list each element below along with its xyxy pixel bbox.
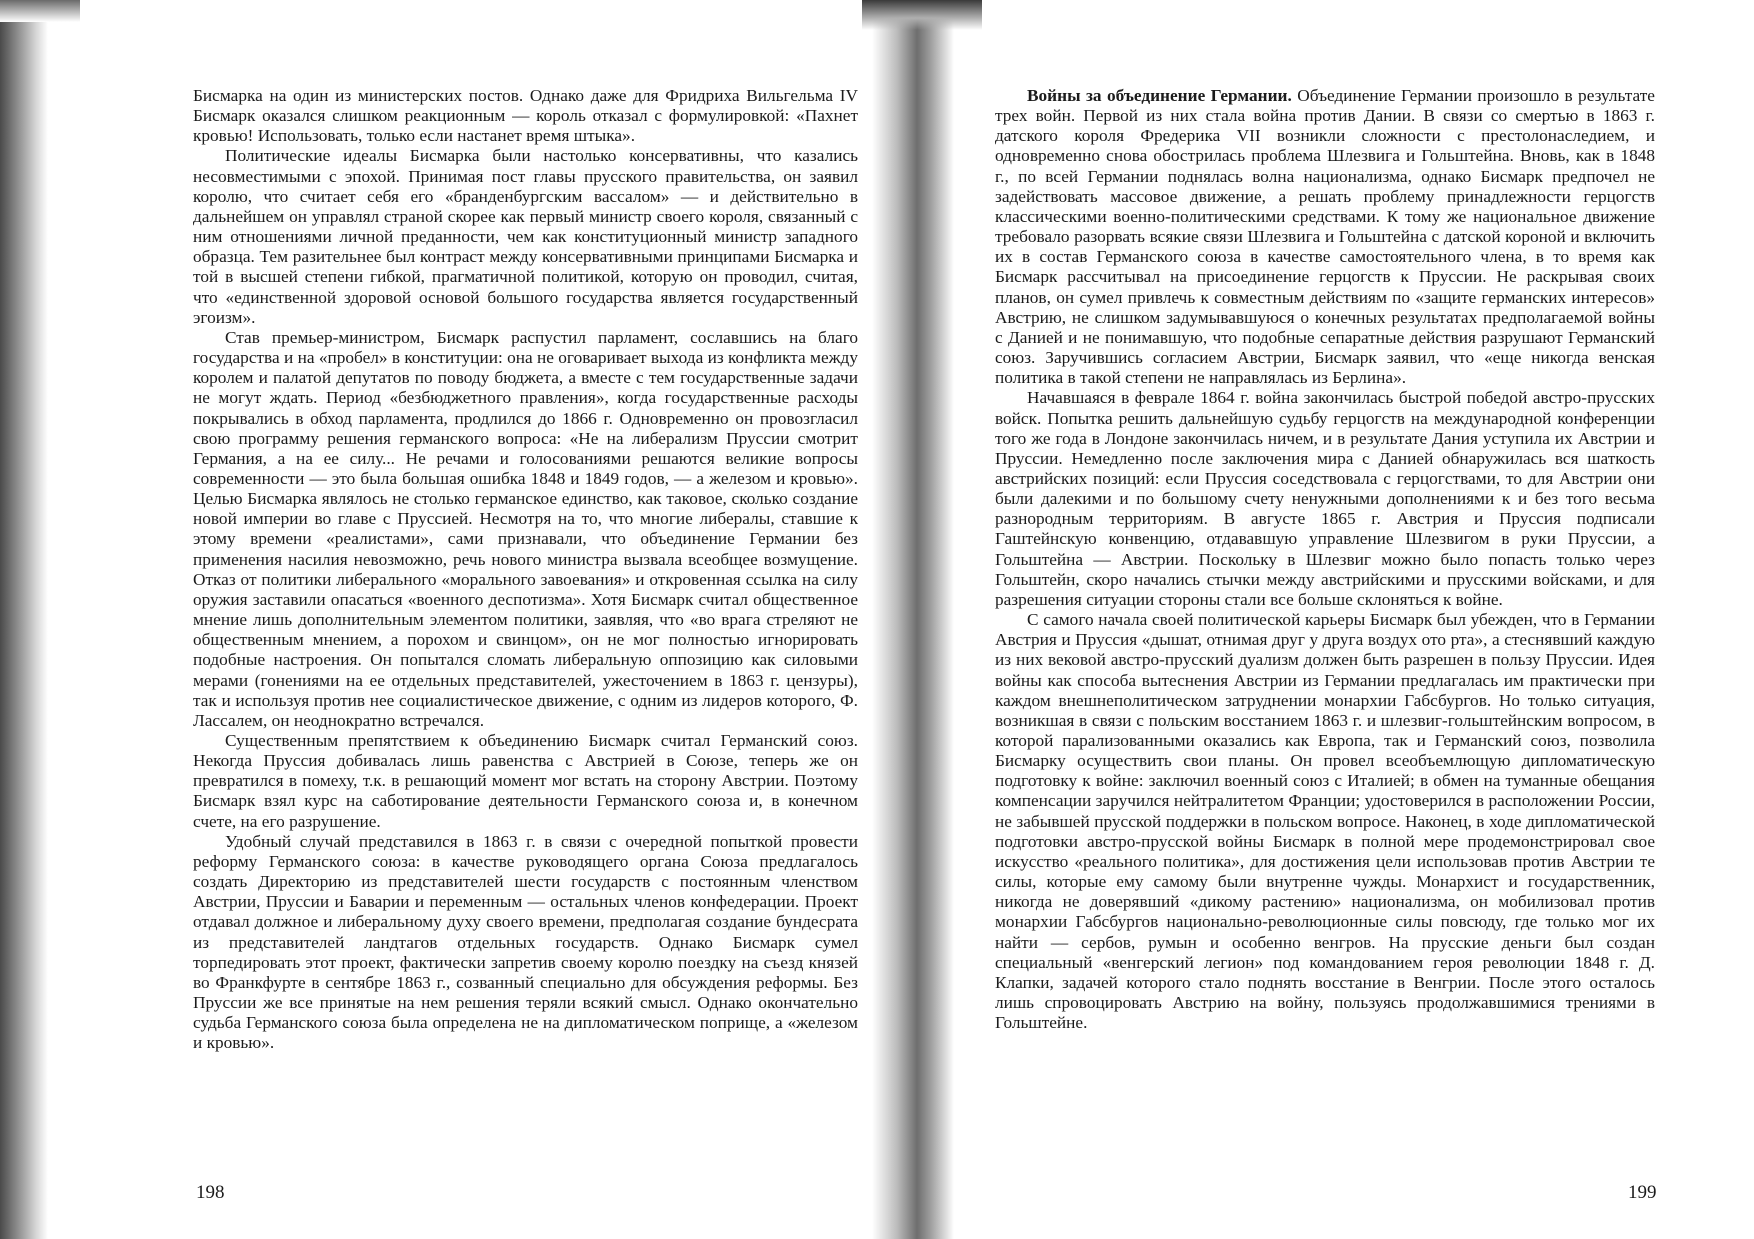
right-page <box>995 86 1655 1033</box>
book-gutter-top-shadow <box>862 0 982 30</box>
scan-edge-shadow-top <box>0 0 80 22</box>
page-number-left: 198 <box>196 1182 225 1203</box>
left-paragraph-4: Существенным препятствием к объединению Бисмарк считал Германский союз. Некогда Пруссия добивалась лишь равенства с Австрией в Союзе, теперь же он превратился в помеху, т.к. в решающий момент мог встать на сторону Австрии. Поэтому Бисмарк взял курс на саботирование деятельности Германского союза и, в конечном счете, на его разрушение. <box>193 731 858 831</box>
left-paragraph-1: Бисмарка на один из министерских постов. Однако даже для Фридриха Вильгельма IV Бисмарк оказался слишком реакционным — король отказал с формулировкой: «Пахнет кровью! Использовать, только если настанет время штыка». <box>193 86 858 146</box>
right-paragraph-1-text: Объединение Германии произошло в результате трех войн. Первой из них стала война против Дании. В связи со смертью в 1863 г. датского короля Фредерика VII возникли сложности с престолонаследием, и одновременно снова обострилась проблема Шлезвига и Гольштейна. Вновь, как в 1848 г., по всей Германии поднялась волна национализма, однако Бисмарк предпочел не задействовать массовое движение, а решать проблему принадлежности герцогств классическими военно-политическими средствами. К тому же национальное движение требовало разорвать всякие связи Шлезвига и Гольштейна с датской короной и включить их в состав Германского союза в качестве самостоятельного члена, в то время как Бисмарк рассчитывал на присоединение герцогств к Пруссии. Не раскрывая своих планов, он сумел привлечь к совместным действиям по «защите германских интересов» Австрию, не слишком задумывавшуюся о конечных результатах предполагаемой войны с Данией и не понимавшую, что подобные сепаратные действия разрушают Германский союз. Заручившись согласием Австрии, Бисмарк заявил, что «еще никогда венская политика в такой степени не направлялась из Берлина». <box>995 86 1655 388</box>
section-heading: Войны за объединение Германии. <box>1027 86 1292 105</box>
right-paragraph-1 <box>995 86 1655 388</box>
right-paragraph-3: С самого начала своей политической карьеры Бисмарк был убежден, что в Германии Австрия и Пруссия «дышат, отнимая друг у друга воздух ото рта», а стеснявший каждую из них вековой австро-прусский дуализм должен быть разрешен в пользу Пруссии. Идея войны как способа вытеснения Австрии из Германии предлагалась им практически при каждом внешнеполитическом затруднении монархии Габсбургов. Но только ситуация, возникшая в связи с польским восстанием 1863 г. и шлезвиг-гольштейнским вопросом, в которой парализованными оказались как Европа, так и Германский союз, позволила Бисмарку осуществить свои планы. Он провел всеобъемлющую дипломатическую подготовку к войне: заключил военный союз с Италией; в обмен на туманные обещания компенсации заручился нейтралитетом Франции; удостоверился в расположении России, не забывшей прусской поддержки в польском вопросе. Наконец, в ходе дипломатической подготовки австро-прусской войны Бисмарк в полной мере продемонстрировал свое искусство «реального политика», для достижения цели использовав против Австрии те силы, которые ему самому были внутренне чужды. Монархист и государственник, никогда не доверявший «дикому растению» национализма, он мобилизовал против монархии Габсбургов национально-революционные силы повсюду, где только мог их найти — сербов, румын и особенно венгров. На прусские деньги был создан специальный «венгерский легион» под командованием героя революции 1848 г. Д. Клапки, задачей которого стало поднять восстание в Венгрии. После этого осталось лишь спровоцировать Австрию на войну, пользуясь продолжавшимися трениями в Гольштейне. <box>995 610 1655 1033</box>
book-gutter <box>872 0 954 1239</box>
left-page <box>193 86 858 1054</box>
page-number-right: 199 <box>1628 1182 1657 1203</box>
left-paragraph-2: Политические идеалы Бисмарка были настолько консервативны, что казались несовместимыми с эпохой. Принимая пост главы прусского правительства, он заявил королю, что считает себя его «бранденбургским вассалом» — и действительно в дальнейшем он управлял страной скорее как первый министр своего короля, связанный с ним отношениями личной преданности, чем как конституционный министр западного образца. Тем разительнее был контраст между консервативными принципами Бисмарка и той в высшей степени гибкой, прагматичной политикой, которую он проводил, считая, что «единственной здоровой основой большого государства является государственный эгоизм». <box>193 146 858 327</box>
right-paragraph-2: Начавшаяся в феврале 1864 г. война закончилась быстрой победой австро-прусских войск. Попытка решить дальнейшую судьбу герцогств на международной конференции того же года в Лондоне закончилась ничем, и в результате Дания уступила их Австрии и Пруссии. Немедленно после заключения мира с Данией обнаружилась вся шаткость австрийских позиций: если Пруссия соседствовала с герцогствами, то для Австрии они были далекими и по большому счету ненужными дополнениями к и без того весьма разнородным территориям. В августе 1865 г. Австрия и Пруссия подписали Гаштейнскую конвенцию, отдававшую управление Шлезвигом в руки Пруссии, а Гольштейна — Австрии. Поскольку в Шлезвиг можно было попасть только через Гольштейн, скоро начались стычки между австрийскими и прусскими войсками, и для разрешения ситуации стороны стали все больше склоняться к войне. <box>995 388 1655 609</box>
left-paragraph-5: Удобный случай представился в 1863 г. в связи с очередной попыткой провести реформу Германского союза: в качестве руководящего органа Союза предлагалось создать Директорию из представителей шести государств с постоянным членством Австрии, Пруссии и Баварии и переменным — остальных членов конфедерации. Проект отдавал должное и либеральному духу своего времени, предполагая создание бундесрата из представителей ландтагов отдельных государств. Однако Бисмарк сумел торпедировать этот проект, фактически запретив своему королю поездку на съезд князей во Франкфурте в сентябре 1863 г., созванный специально для обсуждения реформы. Без Пруссии же все принятые на нем решения теряли всякий смысл. Однако окончательно судьба Германского союза была определена не на дипломатическом поприще, а «железом и кровью». <box>193 831 858 1053</box>
left-paragraph-3: Став премьер-министром, Бисмарк распустил парламент, сославшись на благо государства и на «пробел» в конституции: она не оговаривает выхода из конфликта между королем и палатой депутатов по поводу бюджета, а вместе с тем государственные задачи не могут ждать. Период «безбюджетного правления», когда государственные расходы покрывались в обход парламента, продлился до 1866 г. Одновременно он провозгласил свою программу решения германского вопроса: «Не на либерализм Пруссии смотрит Германия, а на ее силу... Не речами и голосованиями решаются великие вопросы современности — это была большая ошибка 1848 и 1849 годов, — а железом и кровью». Целью Бисмарка являлось не столько германское единство, как таковое, сколько создание новой империи во главе с Пруссией. Несмотря на то, что многие либералы, ставшие к этому времени «реалистами», сами признавали, что объединение Германии без применения насилия невозможно, речь нового министра вызвала всеобщее возмущение. Отказ от политики либерального «морального завоевания» и откровенная ссылка на силу оружия заставили опасаться «военного деспотизма». Хотя Бисмарк считал общественное мнение лишь дополнительным элементом политики, заявляя, что «во врага стреляют не общественным мнением, а порохом и свинцом», он не мог полностью игнорировать подобные настроения. Он попытался сломать либеральную оппозицию как силовыми мерами (гонениями на ее отдельных представителей, ужесточением в 1863 г. цензуры), так и используя против нее социалистическое движение, с одним из лидеров которого, Ф. Лассалем, он неоднократно встречался. <box>193 327 858 730</box>
scan-edge-shadow-left <box>0 0 48 1239</box>
